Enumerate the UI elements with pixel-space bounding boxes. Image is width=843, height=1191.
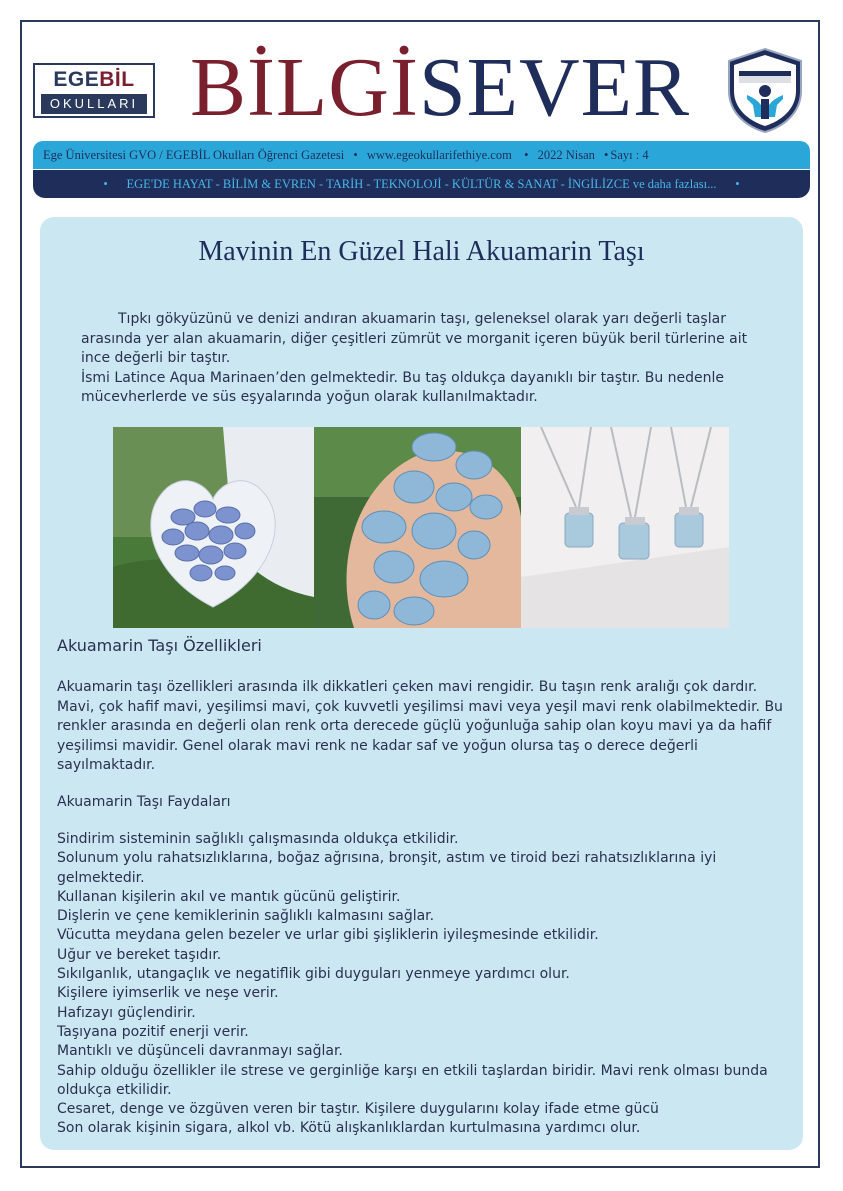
sections-list: EGE'DE HAYAT - BİLİM & EVREN - TARİH - TEKNOLOJİ - KÜLTÜR & SANAT - İNGİLİZCE ve daha fazlası... xyxy=(126,177,717,191)
issue-date: 2022 Nisan xyxy=(537,148,595,162)
bullet-icon: • xyxy=(103,177,108,191)
masthead-part1: BİLGİ xyxy=(190,41,419,134)
website-link[interactable]: www.egeokullarifethiye.com xyxy=(366,148,512,162)
list-item: Sahip olduğu özellikler ile strese ve gerginliğe karşı en etkili taşlardan biridir. Mavi renk olması bunda oldukça etkilidir. xyxy=(57,1062,768,1098)
info-bar xyxy=(33,141,810,169)
intro-paragraph-1: Tıpkı gökyüzünü ve denizi andıran akuamarin taşı, geleneksel olarak yarı değerli taşlar arasında yer alan akuamarin, diğer çeşitleri zümrüt ve morganit içeren büyük beril türlerine ait ince değerli bir taştır. xyxy=(81,311,748,366)
university-shield-icon xyxy=(725,47,805,133)
aquamarine-stones-in-heart-bowl-photo xyxy=(113,427,314,628)
issue-number: Sayı : 4 xyxy=(610,148,649,162)
logo-text-bil: BİL xyxy=(99,68,135,91)
list-item: Dişlerin ve çene kemiklerinin sağlıklı kalmasını sağlar. xyxy=(57,908,435,925)
list-item: Solunum yolu rahatsızlıklarına, boğaz ağrısına, bronşit, astım ve tiroid bezi rahatsızlıklarına iyi gelmektedir. xyxy=(57,850,717,886)
section-body-properties: Akuamarin taşı özellikleri arasında ilk dikkatleri çeken mavi rengidir. Bu taşın renk aralığı çok dardır. Mavi, çok hafif mavi, yeşilimsi mavi, çok kuvvetli yeşilimsi mavi veya yeşil mavi renk olabilmektedir. Bu renkler arasında en değerli olan renk orta derecede güçlü yoğunluğa sahip olan koyu mavi ya da hafif yeşilimsi mavidir. Genel olarak mavi renk ne kadar saf ve yoğun olursa taş o derece değerli sayılmaktadır. xyxy=(57,679,783,773)
egebil-logo xyxy=(33,63,155,118)
bullet-icon: • xyxy=(353,148,358,162)
gazette-name: Ege Üniversitesi GVO / EGEBİL Okulları Öğrenci Gazetesi xyxy=(43,148,345,162)
article-title: Mavinin En Güzel Hali Akuamarin Taşı xyxy=(198,236,645,267)
bullet-icon: • xyxy=(735,177,740,191)
list-item: Son olarak kişinin sigara, alkol vb. Kötü alışkanlıklardan kurtulmasına yardımcı olur. xyxy=(57,1120,641,1137)
intro-paragraph-2: İsmi Latince Aqua Marinaen’den gelmektedir. Bu taş oldukça dayanıklı bir taştır. Bu nedenle mücevherlerde ve süs eşyalarında yoğun olarak kullanılmaktadır. xyxy=(81,369,725,405)
logo-subtext: OKULLARI xyxy=(41,94,147,114)
list-item: Kişilere iyimserlik ve neşe verir. xyxy=(57,985,279,1002)
aquamarine-stones-in-hand-photo xyxy=(314,427,521,628)
logo-text-ege: EGE xyxy=(53,68,100,91)
masthead-part2: SEVER xyxy=(418,41,690,134)
list-item: Vücutta meydana gelen bezeler ve urlar gibi şişliklerin iyileşmesinde etkilidir. xyxy=(57,927,599,944)
benefits-list xyxy=(57,830,797,1139)
section-heading-properties: Akuamarin Taşı Özellikleri xyxy=(57,636,262,655)
masthead-title xyxy=(170,40,710,136)
sections-bar xyxy=(33,170,810,198)
list-item: Kullanan kişilerin akıl ve mantık gücünü geliştirir. xyxy=(57,888,401,905)
list-item: Taşıyana pozitif enerji verir. xyxy=(57,1023,249,1040)
bullet-icon: • xyxy=(520,148,529,162)
article-intro xyxy=(81,310,771,408)
list-item: Mantıklı ve düşünceli davranmayı sağlar. xyxy=(57,1043,343,1060)
aquamarine-pendant-necklaces-photo xyxy=(521,427,729,628)
list-item: Sıkılganlık, utangaçlık ve negatiflik gibi duyguları yenmeye yardımcı olur. xyxy=(57,966,570,983)
list-item: Uğur ve bereket taşıdır. xyxy=(57,946,222,963)
list-item: Cesaret, denge ve özgüven veren bir taştır. Kişilere duygularını kolay ifade etme gücü xyxy=(57,1101,659,1118)
photo-strip xyxy=(113,427,729,628)
bullet-icon: • xyxy=(604,148,609,162)
list-item: Hafızayı güçlendirir. xyxy=(57,1004,196,1021)
list-item: Sindirim sisteminin sağlıklı çalışmasında oldukça etkilidir. xyxy=(57,831,459,847)
section-heading-benefits: Akuamarin Taşı Faydaları xyxy=(57,794,231,810)
